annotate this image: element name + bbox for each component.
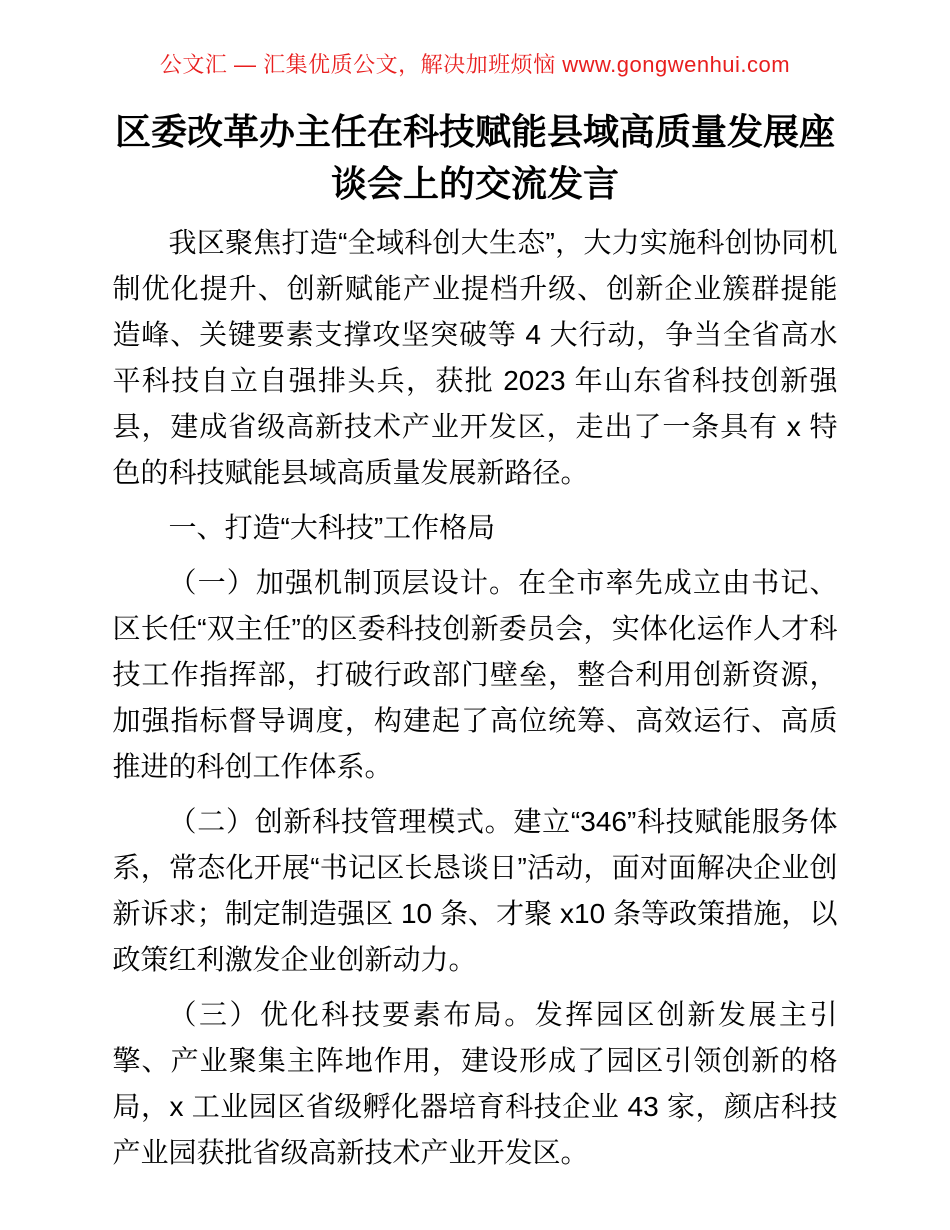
document-title: 区委改革办主任在科技赋能县域高质量发展座谈会上的交流发言 (114, 111, 835, 204)
site-banner-text: 公文汇 — 汇集优质公文，解决加班烦恼 www.gongwenhui.com (159, 52, 791, 77)
paragraph-section1-item3: （三）优化科技要素布局。发挥园区创新发展主引擎、产业聚集主阵地作用，建设形成了园区引领创新的格局，x 工业园区省级孵化器培育科技企业 43 家，颜店科技产业园获批省级高新技术产业开发区。 (112, 999, 838, 1168)
paragraph-section1-item1: （一）加强机制顶层设计。在全市率先成立由书记、区长任“双主任”的区委科技创新委员会，实体化运作人才科技工作指挥部，打破行政部门壁垒，整合利用创新资源，加强指标督导调度，构建起了高位统筹、高效运行、高质推进的科创工作体系。 (112, 567, 838, 782)
section-heading-1: 一、打造“大科技”工作格局 (168, 512, 496, 543)
paragraph-section1-item2: （二）创新科技管理模式。建立“346”科技赋能服务体系，常态化开展“书记区长恳谈日”活动，面对面解决企业创新诉求；制定制造强区 10 条、才聚 x10 条等政策措施，以政策红利激发企业创新动力。 (112, 806, 838, 975)
site-banner (0, 0, 950, 80)
document-body (113, 220, 838, 1176)
paragraph-intro: 我区聚焦打造“全域科创大生态”，大力实施科创协同机制优化提升、创新赋能产业提档升级、创新企业簇群提能造峰、关键要素支撑攻坚突破等 4 大行动，争当全省高水平科技自立自强排头兵，获批 2023 年山东省科技创新强县，建成省级高新技术产业开发区，走出了一条具有 x 特色的科技赋能县域高质量发展新路径。 (112, 227, 838, 488)
